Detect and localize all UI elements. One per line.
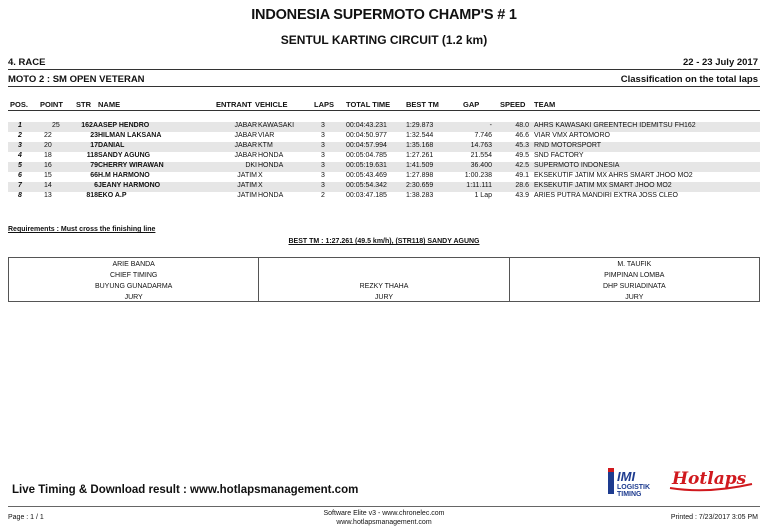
point-cell: 20 [44, 142, 52, 149]
signature-line: BUYUNG GUNADARMA [94, 283, 173, 290]
imi-text: IMI [617, 469, 636, 484]
laps-cell: 3 [321, 182, 325, 189]
speed-cell: 43.9 [515, 192, 529, 199]
gap-cell: 36.400 [470, 162, 492, 169]
speed-cell: 46.6 [515, 132, 529, 139]
hotlaps-text: Hotlaps [672, 469, 747, 489]
pos-cell: 1 [18, 122, 22, 129]
laps-cell: 3 [321, 132, 325, 139]
best-tm-cell: 1:27.898 [406, 172, 434, 179]
vehicle-cell: VIAR [258, 132, 275, 139]
vehicle-cell: KAWASAKI [258, 122, 295, 129]
name-cell: HILMAN LAKSANA [98, 132, 162, 139]
entrant-cell: JABAR [234, 152, 257, 159]
col-header-point: POINT [40, 100, 63, 109]
speed-cell: 48.0 [515, 122, 529, 129]
gap-cell: 21.554 [470, 152, 492, 159]
name-cell: DANIAL [98, 142, 125, 149]
total-time-cell: 00:04:57.994 [346, 142, 387, 149]
table-row [0, 192, 768, 202]
speed-cell: 45.3 [515, 142, 529, 149]
str-cell: 162A [81, 122, 98, 129]
team-cell: EKSEKUTIF JATIM MX AHRS SMART JHOO MO2 [534, 172, 693, 179]
signature-box [8, 257, 760, 302]
pos-cell: 6 [18, 172, 22, 179]
signature-line: REZKY THAHA [359, 283, 409, 290]
divider [8, 86, 760, 87]
team-cell: SND FACTORY [534, 152, 584, 159]
entrant-cell: DKI [245, 162, 257, 169]
col-header-entrant: ENTRANT [216, 100, 252, 109]
total-time-cell: 00:05:54.342 [346, 182, 387, 189]
speed-cell: 42.5 [515, 162, 529, 169]
gap-cell: 7.746 [474, 132, 492, 139]
name-cell: CHERRY WIRAWAN [98, 162, 164, 169]
best-tm-cell: 1:27.261 [406, 152, 434, 159]
col-header-speed: SPEED [500, 100, 526, 109]
signature-line: CHIEF TIMING [110, 272, 158, 279]
point-cell: 18 [44, 152, 52, 159]
gap-cell: 1 Lap [474, 192, 492, 199]
col-header-best-tm: BEST TM [406, 100, 439, 109]
signature-middle [258, 258, 508, 301]
table-row [0, 172, 768, 182]
site-line: www.hotlapsmanagement.com [336, 519, 432, 526]
col-header-total-time: TOTAL TIME [346, 100, 391, 109]
best-tm-cell: 2:30.659 [406, 182, 434, 189]
table-row [8, 142, 760, 152]
str-cell: 17 [90, 142, 98, 149]
name-cell: SANDY AGUNG [98, 152, 151, 159]
pos-cell: 7 [18, 182, 22, 189]
divider [8, 69, 760, 70]
str-cell: 6 [94, 182, 98, 189]
table-row [0, 152, 768, 162]
table-row [8, 182, 760, 192]
best-lap-note: BEST TM : 1:27.261 (49.5 km/h), (STR118) SANDY AGUNG [288, 238, 480, 245]
entrant-cell: JABAR [234, 142, 257, 149]
str-cell: 66 [90, 172, 98, 179]
total-time-cell: 00:05:19.631 [346, 162, 387, 169]
str-cell: 23 [90, 132, 98, 139]
str-cell: 118 [86, 152, 98, 159]
signature-line: PIMPINAN LOMBA [604, 272, 665, 279]
name-cell: ASEP HENDRO [98, 122, 150, 129]
total-time-cell: 00:03:47.185 [346, 192, 387, 199]
table-row [8, 162, 760, 172]
race-label: 4. RACE [8, 57, 46, 68]
pos-cell: 2 [18, 132, 22, 139]
footer-divider [8, 506, 760, 507]
col-header-laps: LAPS [314, 100, 335, 109]
moto-label: MOTO 2 : SM OPEN VETERAN [8, 74, 145, 85]
signature-left [9, 258, 258, 301]
race-date: 22 - 23 July 2017 [683, 57, 758, 68]
str-cell: 79 [90, 162, 98, 169]
laps-cell: 3 [321, 152, 325, 159]
vehicle-cell: HONDA [258, 192, 284, 199]
signature-right [509, 258, 759, 301]
pos-cell: 5 [18, 162, 22, 169]
col-header-pos: POS. [10, 100, 28, 109]
software-credit [0, 509, 768, 527]
signature-line: JURY [625, 294, 644, 301]
laps-cell: 3 [321, 172, 325, 179]
gap-cell: 1:00.238 [464, 172, 492, 179]
gap-cell: - [489, 122, 492, 129]
team-cell: AHRS KAWASAKI GREENTECH IDEMITSU FH162 [534, 122, 696, 129]
point-cell: 15 [44, 172, 52, 179]
table-row [8, 122, 760, 132]
speed-cell: 28.6 [515, 182, 529, 189]
total-time-cell: 00:04:43.231 [346, 122, 387, 129]
point-cell: 16 [44, 162, 52, 169]
laps-cell: 3 [321, 162, 325, 169]
vehicle-cell: HONDA [258, 162, 284, 169]
point-cell: 14 [44, 182, 52, 189]
pos-cell: 4 [18, 152, 22, 159]
gap-cell: 1:11.111 [466, 182, 492, 189]
signature-line: DHP SURIADINATA [603, 283, 666, 290]
total-time-cell: 00:05:04.785 [346, 152, 387, 159]
col-header-vehicle: VEHICLE [255, 100, 288, 109]
entrant-cell: JABAR [234, 132, 257, 139]
imi-logistik-logo [608, 466, 666, 498]
col-header-str: STR [76, 100, 91, 109]
col-header-team: TEAM [534, 100, 556, 109]
vehicle-cell: HONDA [258, 152, 284, 159]
point-cell: 25 [52, 122, 60, 129]
software-line: Software Elite v3 - www.chronelec.com [323, 510, 445, 517]
table-row [0, 132, 768, 142]
speed-cell: 49.1 [515, 172, 529, 179]
team-cell: RND MOTORSPORT [534, 142, 602, 149]
classification-label: Classification on the total laps [620, 74, 758, 85]
best-tm-cell: 1:38.283 [406, 192, 434, 199]
pos-cell: 8 [18, 192, 22, 199]
laps-cell: 3 [321, 142, 325, 149]
signature-line: ARIE BANDA [112, 261, 155, 268]
col-header-name: NAME [98, 100, 121, 109]
signature-line: JURY [124, 294, 143, 301]
gap-cell: 14.763 [470, 142, 492, 149]
hotlaps-logo [668, 464, 754, 494]
point-cell: 13 [44, 192, 52, 199]
name-cell: H.M HARMONO [98, 172, 150, 179]
page-title: INDONESIA SUPERMOTO CHAMP'S # 1 [251, 7, 517, 23]
signature-line: M. TAUFIK [617, 261, 652, 268]
pos-cell: 3 [18, 142, 22, 149]
laps-cell: 2 [321, 192, 325, 199]
entrant-cell: JATIM [237, 192, 257, 199]
laps-cell: 3 [321, 122, 325, 129]
team-cell: SUPERMOTO INDONESIA [534, 162, 620, 169]
col-header-gap: GAP [463, 100, 480, 109]
signature-line: JURY [374, 294, 394, 301]
team-cell: VIAR VMX ARTOMORO [534, 132, 610, 139]
printed-date: Printed : 7/23/2017 3:05 PM [670, 514, 758, 521]
best-tm-cell: 1:35.168 [406, 142, 434, 149]
team-cell: ARIES PUTRA MANDIRI EXTRA JOSS CLEO [534, 192, 678, 199]
total-time-cell: 00:04:50.977 [346, 132, 387, 139]
point-cell: 22 [44, 132, 52, 139]
vehicle-cell: X [258, 172, 263, 179]
total-time-cell: 00:05:43.469 [346, 172, 387, 179]
name-cell: EKO A.P [98, 192, 127, 199]
speed-cell: 49.5 [515, 152, 529, 159]
best-tm-cell: 1:29.873 [406, 122, 434, 129]
best-tm-cell: 1:32.544 [406, 132, 434, 139]
imi-sub-logistik: LOGISTIK [617, 484, 651, 491]
entrant-cell: JATIM [237, 172, 257, 179]
vehicle-cell: X [258, 182, 263, 189]
live-timing-link[interactable]: Live Timing & Download result : www.hotlapsmanagement.com [12, 484, 359, 496]
vehicle-cell: KTM [258, 142, 273, 149]
best-tm-cell: 1:41.509 [406, 162, 434, 169]
name-cell: JEANY HARMONO [98, 182, 161, 189]
page-number: Page : 1 / 1 [8, 514, 44, 521]
requirements-note: Requirements : Must cross the finishing line [8, 226, 156, 233]
divider [8, 110, 760, 111]
entrant-cell: JATIM [237, 182, 257, 189]
str-cell: 818 [86, 192, 98, 199]
team-cell: EKSEKUTIF JATIM MX SMART JHOO MO2 [534, 182, 672, 189]
imi-sub-timing: TIMING [617, 491, 642, 498]
entrant-cell: JABAR [234, 122, 257, 129]
circuit-title: SENTUL KARTING CIRCUIT (1.2 km) [280, 33, 488, 47]
